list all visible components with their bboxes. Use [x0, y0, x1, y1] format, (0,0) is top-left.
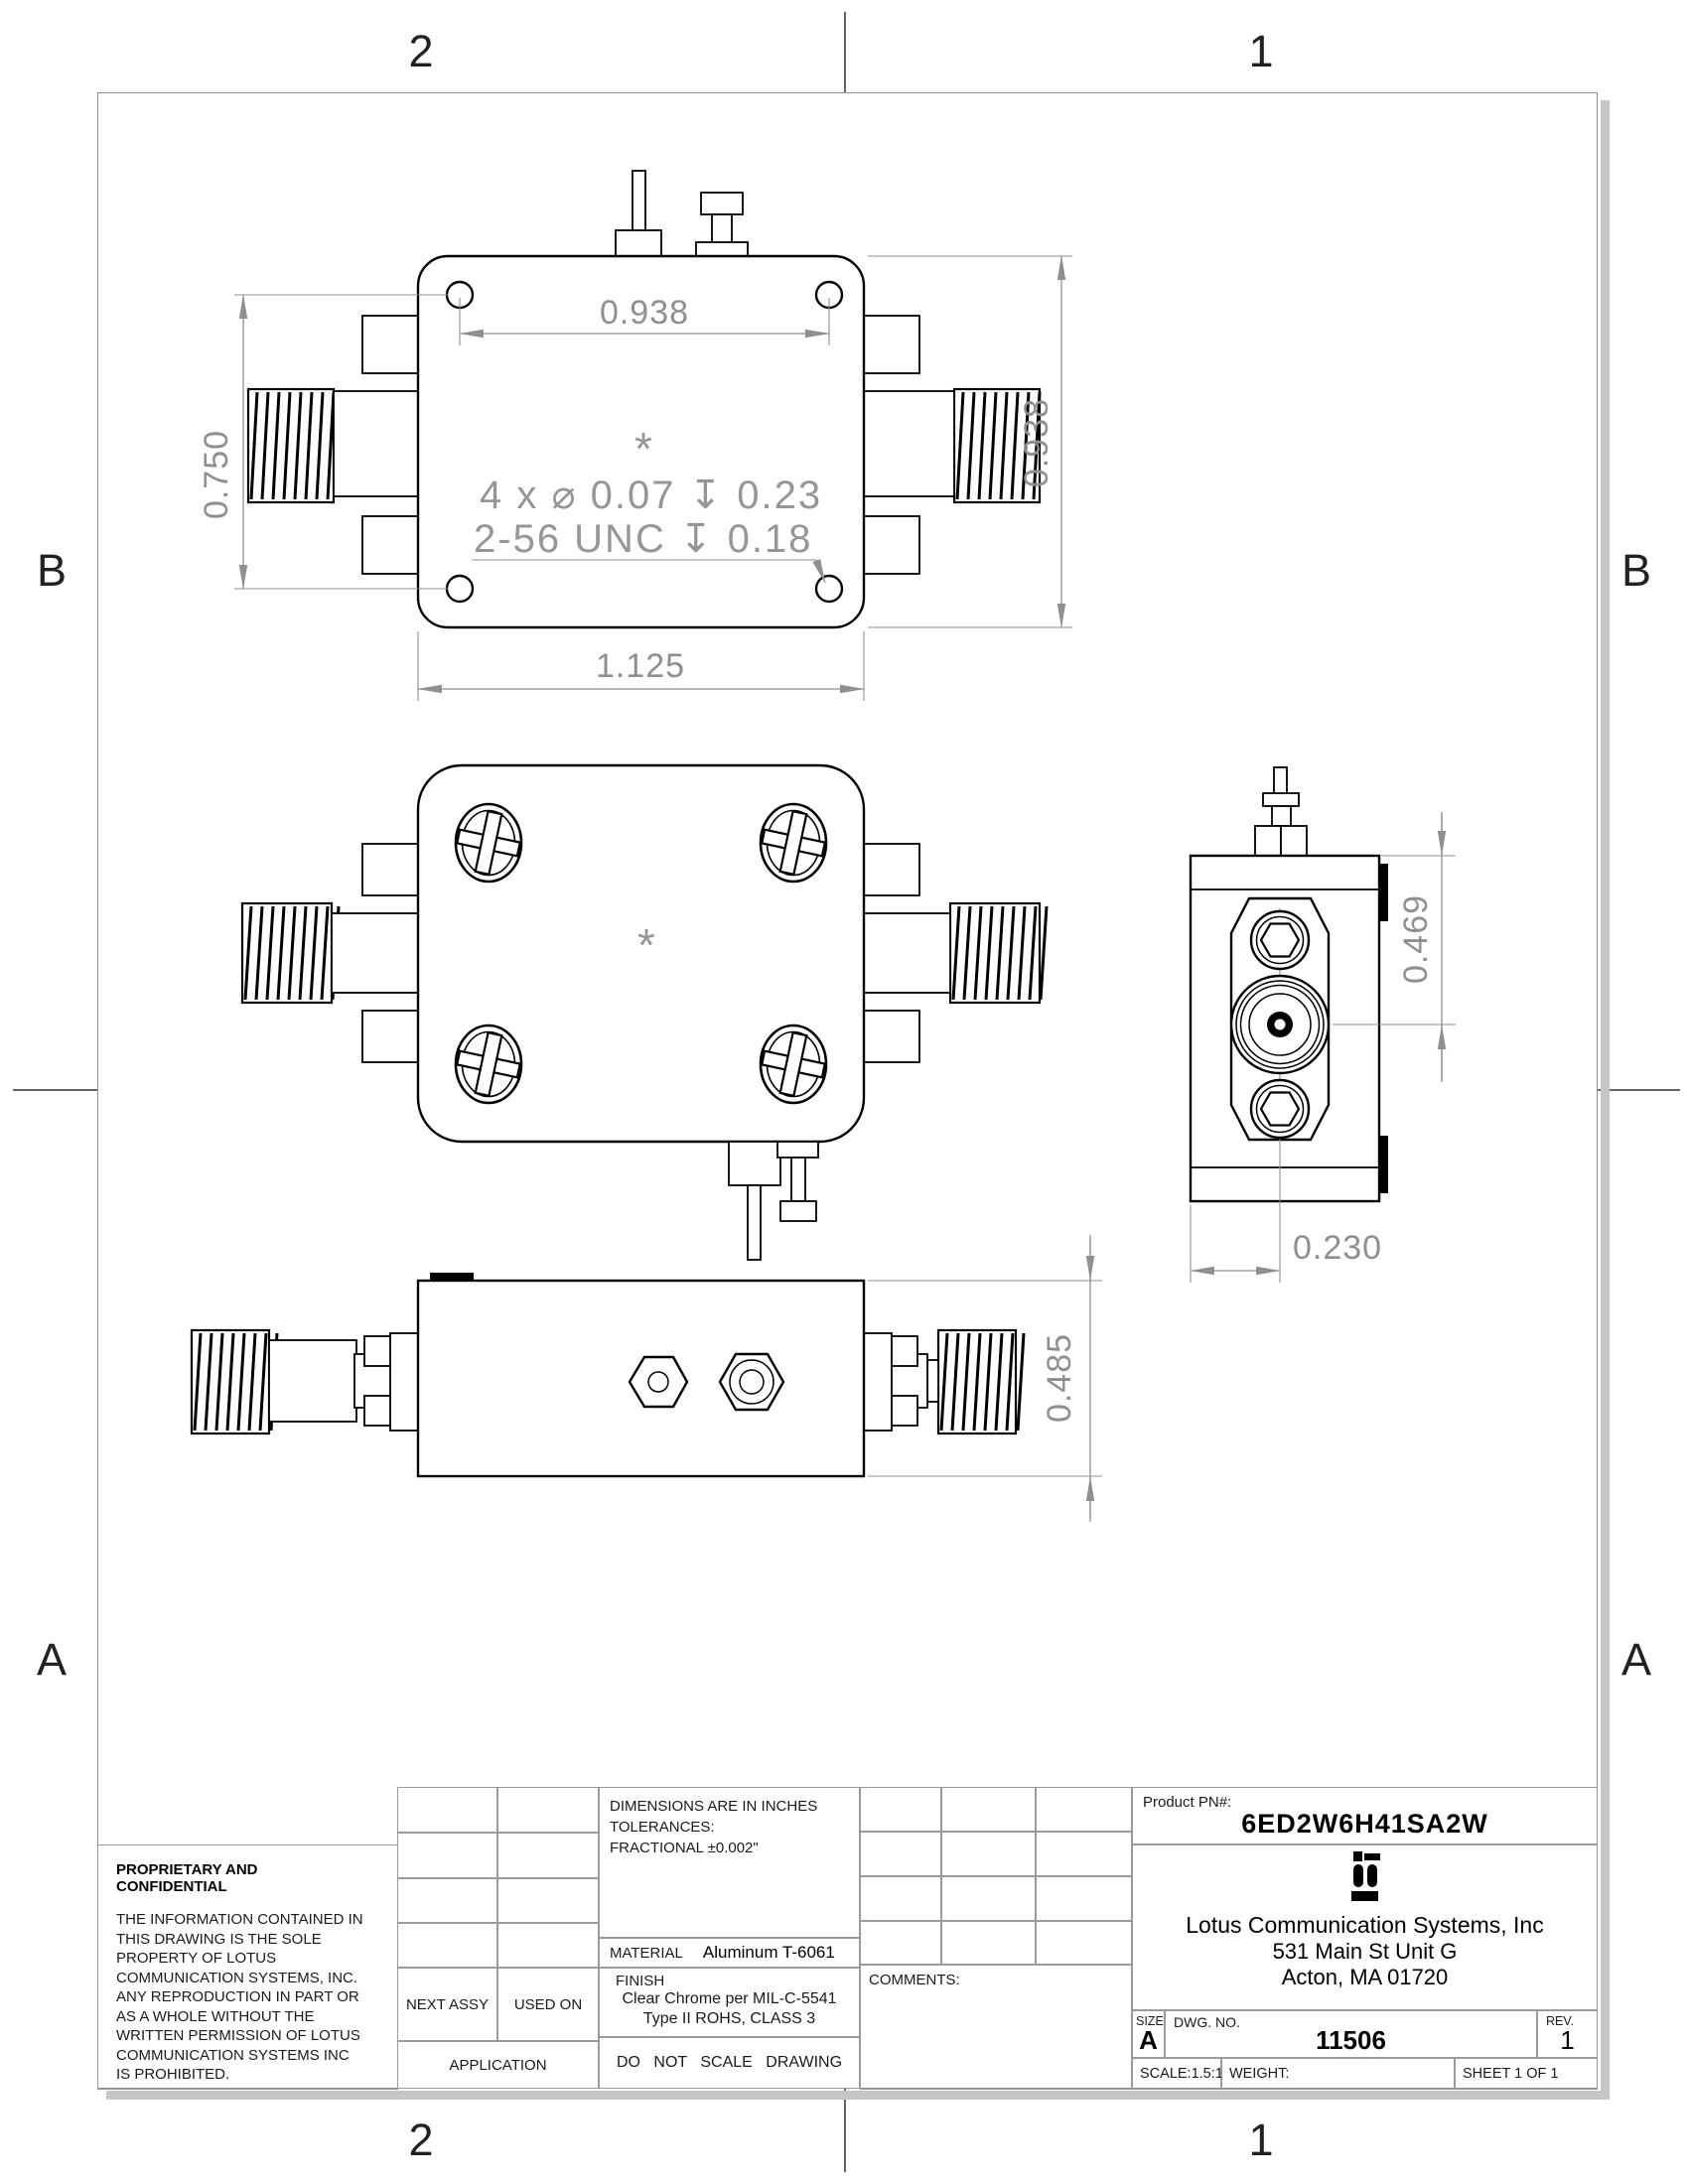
empty-cell [397, 1787, 497, 1833]
sma-thread-left [242, 903, 339, 1003]
application-block [397, 1787, 599, 2089]
dim-body-width: 1.125 [595, 647, 686, 685]
empty-cell [497, 1923, 599, 1968]
feedthrough-pin [729, 1142, 780, 1260]
dim-hole-spacing-v: 0.750 [198, 429, 235, 520]
comments-label: COMMENTS: [869, 1972, 960, 1988]
hole-callout-line1: 4 x ⌀ 0.07 ↧ 0.23 [480, 474, 823, 517]
sma-thread-right [938, 1330, 1024, 1433]
revision-block [860, 1787, 1132, 1965]
rev-cell [1537, 2010, 1598, 2058]
empty-cell [1036, 1876, 1132, 1921]
zone-label-a-right: A [1620, 1634, 1652, 1685]
hex-nut [1251, 911, 1309, 969]
empty-cell [860, 1832, 941, 1876]
zone-label-1-top: 1 [1248, 26, 1274, 76]
empty-cell [1036, 1832, 1132, 1876]
spec-block [599, 1787, 860, 2089]
dwg-no-value: 11506 [1316, 2025, 1386, 2055]
empty-cell [860, 1921, 941, 1965]
size-cell [1132, 2010, 1165, 2058]
center-asterisk: * [634, 423, 654, 475]
company-cell [1132, 1844, 1598, 2010]
finish-label: FINISH [616, 1973, 665, 1989]
company-logo [1346, 1851, 1384, 1905]
tolerance-note [599, 1787, 860, 1938]
empty-cell [1036, 1921, 1132, 1965]
finish-row [599, 1968, 860, 2037]
comments-cell [860, 1965, 1132, 2090]
hole-callout-line2: 2-56 UNC ↧ 0.18 [474, 517, 813, 561]
dim-body-thickness: 0.485 [1041, 1332, 1078, 1424]
dim-hole-spacing-h: 0.938 [599, 294, 690, 332]
zone-label-2-top: 2 [408, 26, 434, 76]
empty-cell [397, 1878, 497, 1923]
empty-cell [860, 1787, 941, 1832]
dwg-no-label: DWG. NO. [1174, 2014, 1240, 2030]
size-value: A [1139, 2025, 1158, 2055]
weight-cell: WEIGHT: [1221, 2058, 1455, 2090]
zone-label-b-left: B [36, 545, 68, 596]
empty-cell [941, 1921, 1036, 1965]
lid-step [430, 1273, 474, 1282]
empty-cell [941, 1876, 1036, 1921]
zone-label-b-right: B [1620, 545, 1652, 596]
dim-connector-center: 0.469 [1397, 893, 1435, 985]
application-cell: APPLICATION [397, 2041, 599, 2089]
zone-label-2-bottom: 2 [408, 2115, 434, 2165]
top-view [198, 171, 1072, 701]
sma-thread-left [248, 389, 334, 502]
company-address1: 531 Main St Unit G [1272, 1939, 1458, 1964]
size-dwg-rev-row [1132, 2010, 1598, 2058]
mounting-hole [816, 576, 842, 602]
feedthrough-pin [1255, 767, 1307, 856]
tolerance-line1: DIMENSIONS ARE IN INCHES [610, 1798, 818, 1815]
tolerance-line2: TOLERANCES: [610, 1819, 715, 1836]
lid-tab [1379, 1136, 1388, 1193]
dwg-no-cell [1165, 2010, 1537, 2058]
scale-cell: SCALE:1.5:1 [1132, 2058, 1221, 2090]
finish-value-line2: Type II ROHS, CLASS 3 [642, 2010, 816, 2027]
sma-thread-left [192, 1330, 277, 1433]
product-pn-cell [1132, 1787, 1598, 1844]
do-not-scale-note: DO NOT SCALE DRAWING [599, 2037, 860, 2089]
empty-cell [1036, 1787, 1132, 1832]
mounting-hole [447, 576, 473, 602]
dim-body-height: 0.938 [1018, 397, 1055, 488]
sma-thread-right [950, 903, 1047, 1003]
empty-cell [497, 1878, 599, 1923]
dim-connector-offset: 0.230 [1293, 1229, 1383, 1267]
bias-plunger [696, 193, 748, 256]
empty-cell [941, 1787, 1036, 1832]
company-address2: Acton, MA 01720 [1281, 1964, 1449, 1989]
proprietary-body: THE INFORMATION CONTAINED IN THIS DRAWING IS THE SOLE PROPERTY OF LOTUS COMMUNICATION SYSTEMS, INC. ANY REPRODUCTION IN PART OR AS A WHOLE WITHOUT THE WRITTEN PERMISSION OF LOTUS COMMUNICATION SYSTEMS INC IS PROHIBITED. [116, 1911, 363, 2083]
hex-nut [1251, 1080, 1309, 1138]
rev-value: 1 [1560, 2025, 1575, 2055]
bias-plunger [777, 1142, 818, 1221]
next-assy-cell: NEXT ASSY [397, 1968, 497, 2041]
empty-cell [497, 1833, 599, 1878]
finish-value-line1: Clear Chrome per MIL-C-5541 [622, 1990, 837, 2007]
product-pn-value: 6ED2W6H41SA2W [1241, 1809, 1488, 1839]
empty-cell [497, 1787, 599, 1833]
size-label: SIZE [1136, 2014, 1164, 2028]
lid-tab [1379, 864, 1388, 921]
rev-label: REV. [1546, 2014, 1575, 2028]
feedthrough-pin [616, 171, 661, 256]
material-row [599, 1938, 860, 1968]
proprietary-heading: PROPRIETARY AND CONFIDENTIAL [116, 1861, 258, 1895]
center-asterisk: * [637, 919, 657, 971]
material-label: MATERIAL [610, 1944, 683, 1962]
sheet-cell: SHEET 1 OF 1 [1455, 2058, 1598, 2090]
zone-label-1-bottom: 1 [1248, 2115, 1274, 2165]
zone-label-a-left: A [36, 1634, 68, 1685]
tolerance-line3: FRACTIONAL ±0.002" [610, 1840, 759, 1856]
company-name: Lotus Communication Systems, Inc [1186, 1912, 1544, 1938]
empty-cell [397, 1923, 497, 1968]
used-on-cell: USED ON [497, 1968, 599, 2041]
empty-cell [397, 1833, 497, 1878]
sma-connector-face [1231, 976, 1329, 1073]
product-pn-label: Product PN#: [1143, 1794, 1232, 1811]
side-view [192, 1235, 1102, 1522]
end-view [1191, 767, 1456, 1283]
empty-cell [860, 1876, 941, 1921]
bottom-view [242, 765, 1047, 1260]
empty-cell [941, 1832, 1036, 1876]
proprietary-notice [97, 1844, 398, 2090]
material-value: Aluminum T-6061 [702, 1943, 835, 1962]
scale-weight-sheet-row [1132, 2058, 1598, 2090]
